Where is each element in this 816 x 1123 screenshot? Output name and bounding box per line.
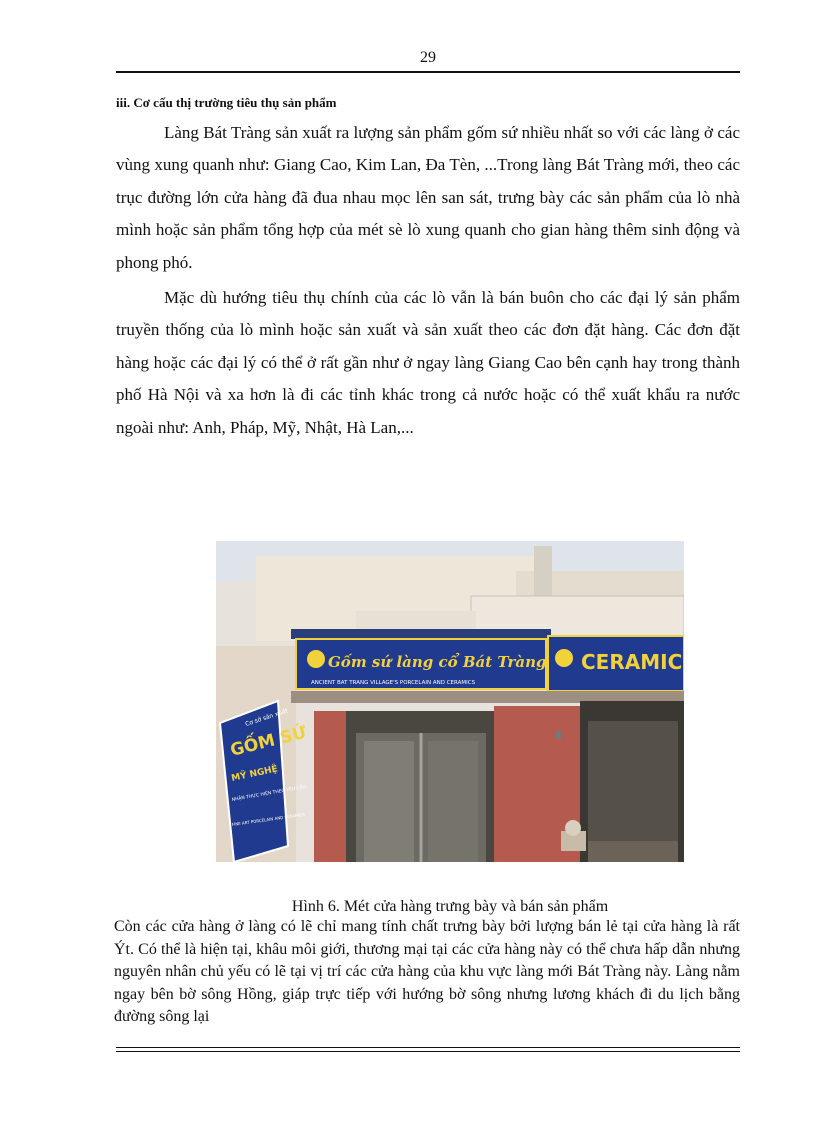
vertical-sign-main: GỐM SỨ bbox=[228, 722, 309, 761]
sign-right: CERAMIC bbox=[581, 650, 683, 674]
page-number: 29 bbox=[420, 49, 436, 66]
bottom-rule-lower bbox=[116, 1051, 740, 1052]
paragraph-2: Mặc dù hướng tiêu thụ chính của các lò vẫn là bán buôn cho các đại lý sản phẩm truyền thống của lò mình hoặc sản xuất và sản xuất theo các đơn đặt hàng. Các đơn đặt hàng hoặc các đại lý có thể ở rất gần như ở ngay làng Giang Cao bên cạnh hay trong thành phố Hà Nội và xa hơn là đi các tỉnh khác trong cả nước hoặc có thể xuất khẩu ra nước ngoài như: Anh, Pháp, Mỹ, Nhật, Hà Lan,... bbox=[116, 288, 740, 437]
vertical-sign-top: Cơ sở sản xuất bbox=[244, 707, 289, 728]
sign-sub: ANCIENT BAT TRANG VILLAGE'S PORCELAIN AND CERAMICS bbox=[311, 680, 476, 686]
vertical-sign-low: NHẬN THỰC HIỆN THEO YÊU CẦU bbox=[231, 784, 307, 803]
figure-caption: Hình 6. Mét cửa hàng trưng bày và bán sản phẩm bbox=[291, 898, 609, 915]
paragraph-1: Làng Bát Tràng sản xuất ra lượng sản phẩm gốm sứ nhiều nhất so với các làng ở các vùng xung quanh như: Giang Cao, Kim Lan, Đa Tèn, ...Trong làng Bát Tràng mới, theo các trục đường lớn cửa hàng đã đua nhau mọc lên san sát, trưng bày các sản phẩm của lò nhà mình hoặc sản phẩm tổng hợp của mét sè lò xung quanh cho gian hàng thêm sinh động và phong phó. bbox=[116, 123, 740, 272]
sign-main: Gốm sứ làng cổ Bát Tràng bbox=[328, 653, 547, 671]
paragraph-3: Còn các cửa hàng ở làng có lẽ chỉ mang tính chất trưng bày bởi lượng bán lẻ tại cửa hàng là rất Ýt. Có thể là hiện tại, khâu môi giới, thương mại tại các cửa hàng này có thể chưa hấp dẫn nhưng nguyên nhân chủ yếu có lẽ tại vị trí các cửa hàng của khu vực làng mới Bát Tràng này. Làng nằm ngay bên bờ sông Hồng, giáp trực tiếp với hướng bờ sông nhưng lương khách đi du lịch bằng đường sông lại bbox=[114, 918, 740, 1026]
vertical-sign-mid: MỸ NGHỆ bbox=[230, 764, 279, 784]
bottom-rule-upper bbox=[116, 1047, 740, 1048]
vertical-sign-en: FINE ART PORCELAIN AND CERAMICS bbox=[231, 811, 306, 827]
top-rule bbox=[116, 71, 740, 73]
section-heading: iii. Cơ cấu thị trường tiêu thụ sản phẩm bbox=[116, 95, 337, 110]
storefront-photo bbox=[216, 541, 684, 862]
